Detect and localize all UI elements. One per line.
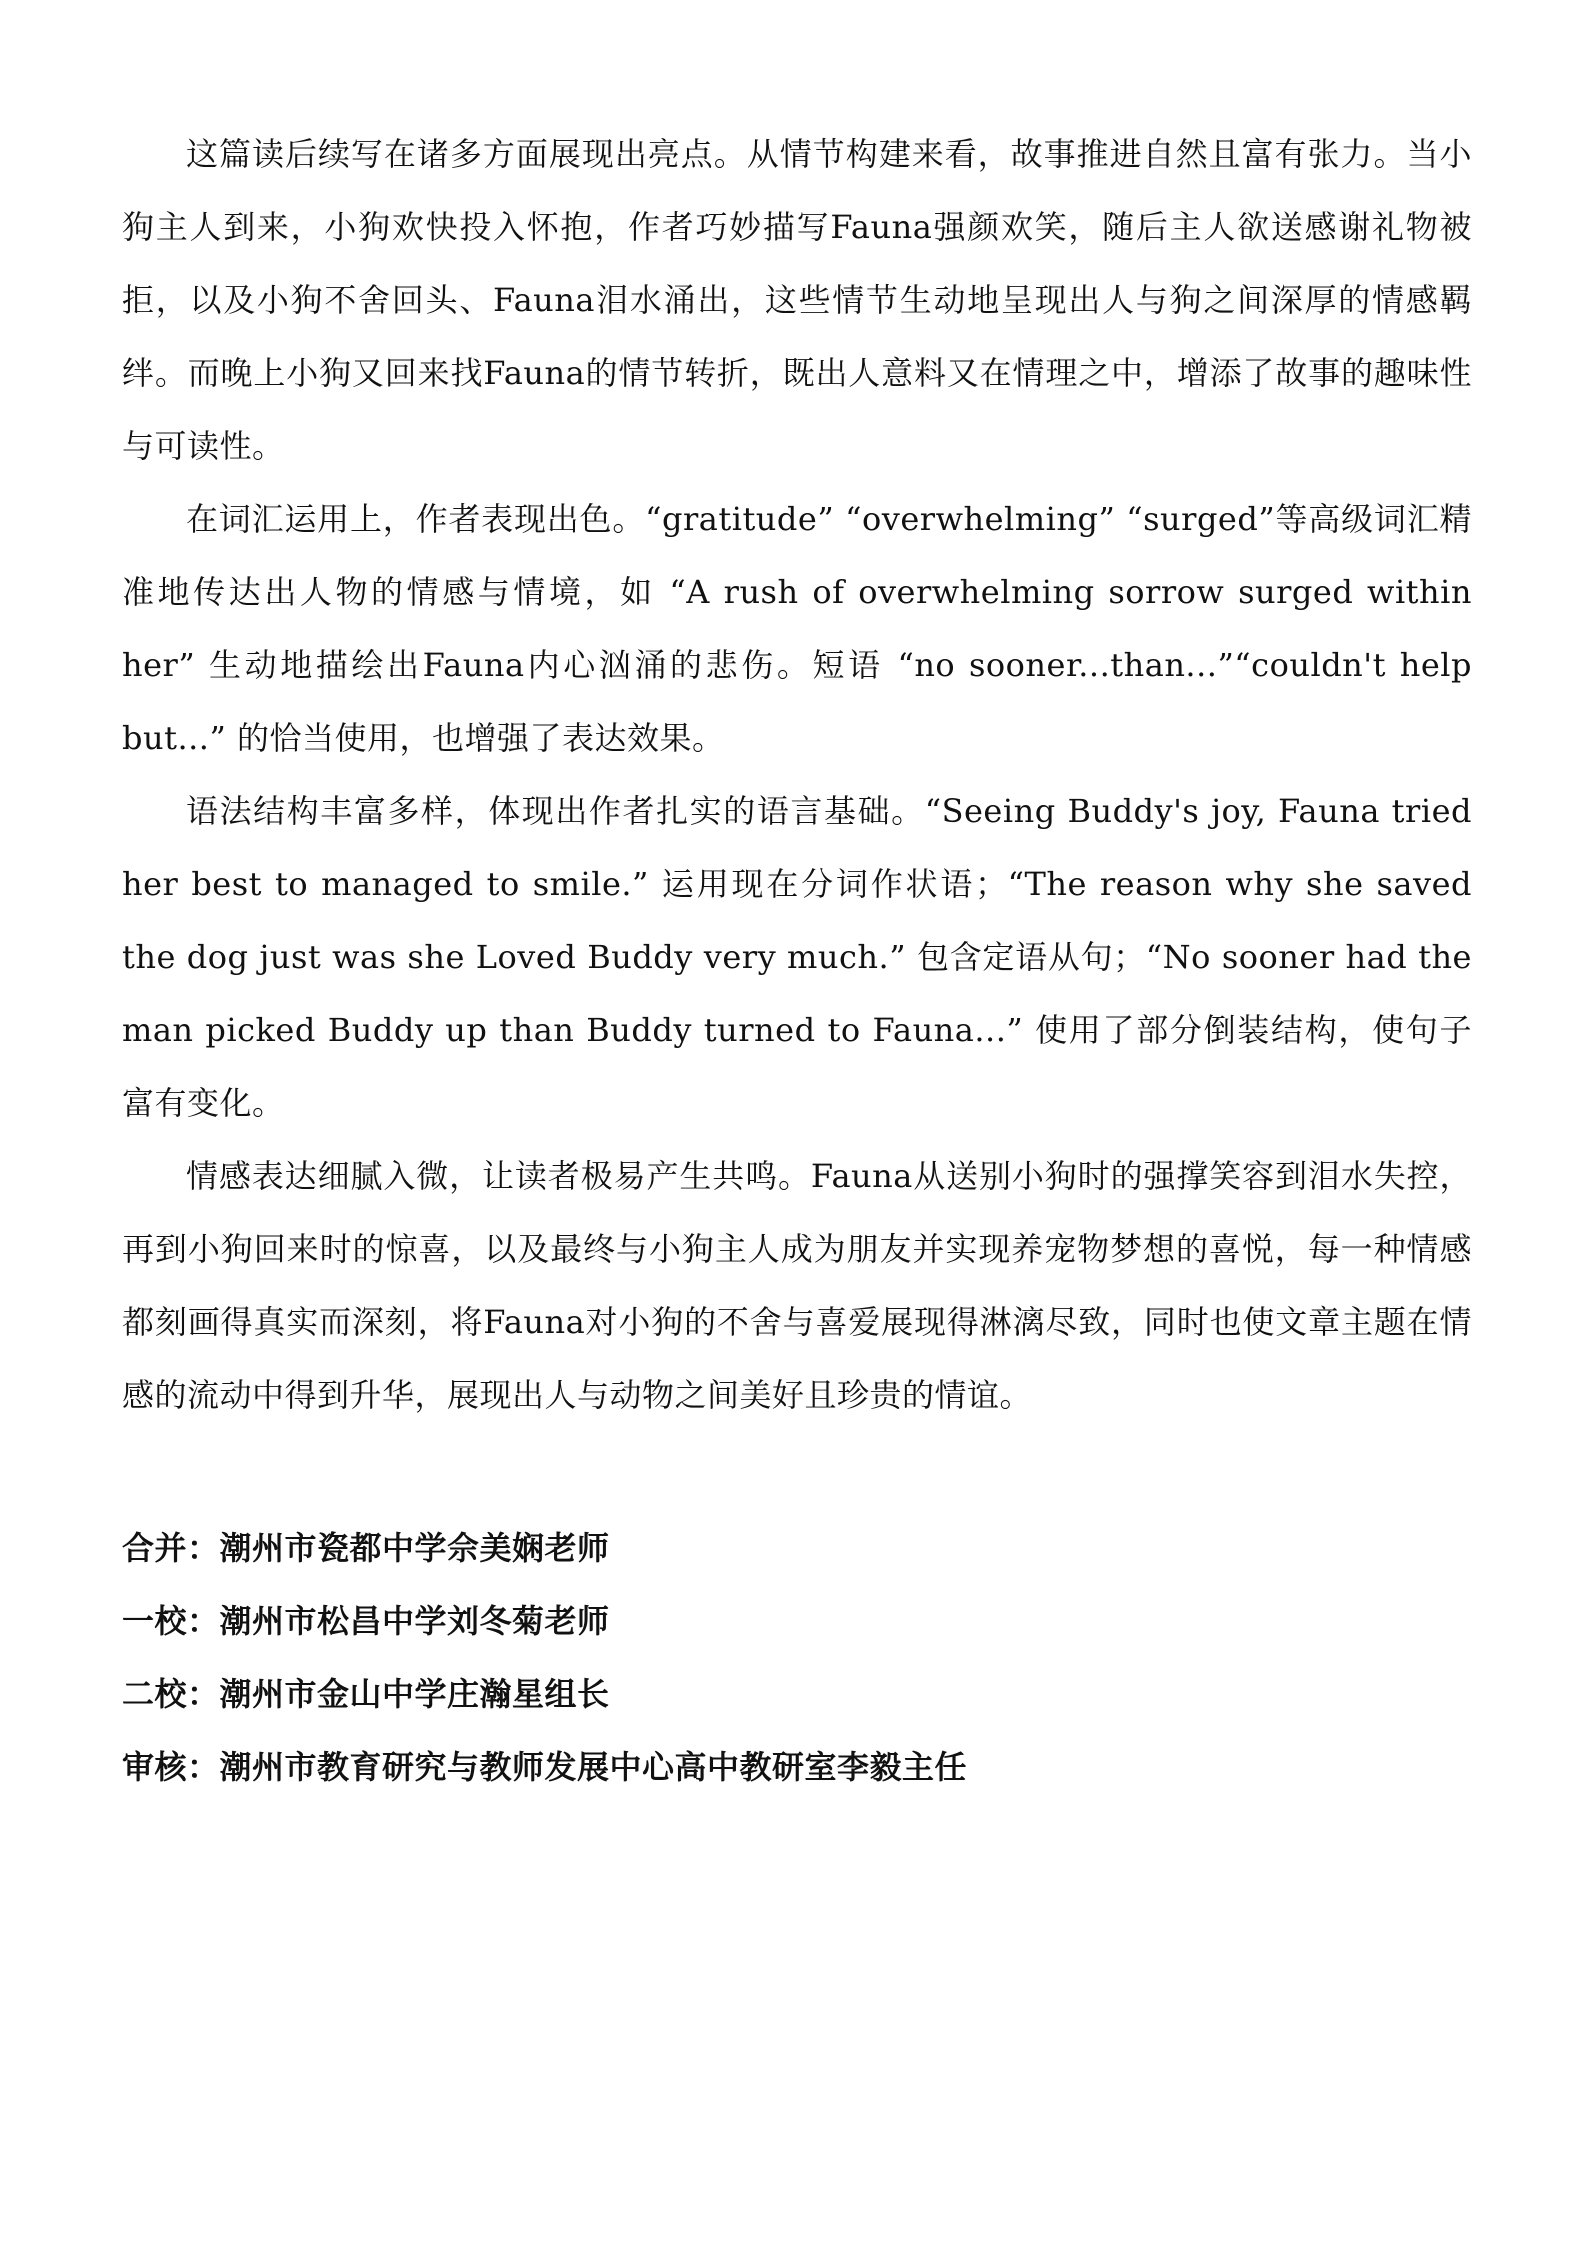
paragraph-plot: 这篇读后续写在诸多方面展现出亮点。从情节构建来看，故事推进自然且富有张力。当小狗主人到来，小狗欢快投入怀抱，作者巧妙描写Fauna强颜欢笑，随后主人欲送感谢礼物被拒，以及小狗不舍回头、Fauna泪水涌出，这些情节生动地呈现出人与狗之间深厚的情感羁绊。而晚上小狗又回来找Fauna的情节转折，既出人意料又在情理之中，增添了故事的趣味性与可读性。 [122,135,1472,465]
document-page [122,118,1472,1804]
commentary-body [122,118,1472,1432]
paragraph-grammar: 语法结构丰富多样，体现出作者扎实的语言基础。“Seeing Buddy's joy, Fauna tried her best to managed to smile.” 运用现在分词作状语；“The reason why she saved the dog just was she Loved Buddy very much.” 包含定语从句；“No sooner had the man picked Buddy up than Buddy turned to Fauna...” 使用了部分倒装结构，使句子富有变化。 [122,792,1472,1122]
paragraph-emotion: 情感表达细腻入微，让读者极易产生共鸣。Fauna从送别小狗时的强撑笑容到泪水失控，再到小狗回来时的惊喜，以及最终与小狗主人成为朋友并实现养宠物梦想的喜悦，每一种情感都刻画得真实而深刻，将Fauna对小狗的不舍与喜爱展现得淋漓尽致，同时也使文章主题在情感的流动中得到升华，展现出人与动物之间美好且珍贵的情谊。 [122,1157,1472,1414]
credits-block [122,1512,1472,1804]
credit-first-proof: 一校：潮州市松昌中学刘冬菊老师 [122,1602,610,1640]
credit-review: 审核：潮州市教育研究与教师发展中心高中教研室李毅主任 [122,1748,968,1786]
credit-merge: 合并：潮州市瓷都中学佘美娴老师 [122,1529,610,1567]
paragraph-vocabulary: 在词汇运用上，作者表现出色。“gratitude” “overwhelming” “surged”等高级词汇精准地传达出人物的情感与情境，如 “A rush of overwhelming sorrow surged within her” 生动地描绘出Fauna内心汹涌的悲伤。短语 “no sooner...than...”“couldn't help but...” 的恰当使用，也增强了表达效果。 [122,500,1472,757]
credit-second-proof: 二校：潮州市金山中学庄瀚星组长 [122,1675,610,1713]
